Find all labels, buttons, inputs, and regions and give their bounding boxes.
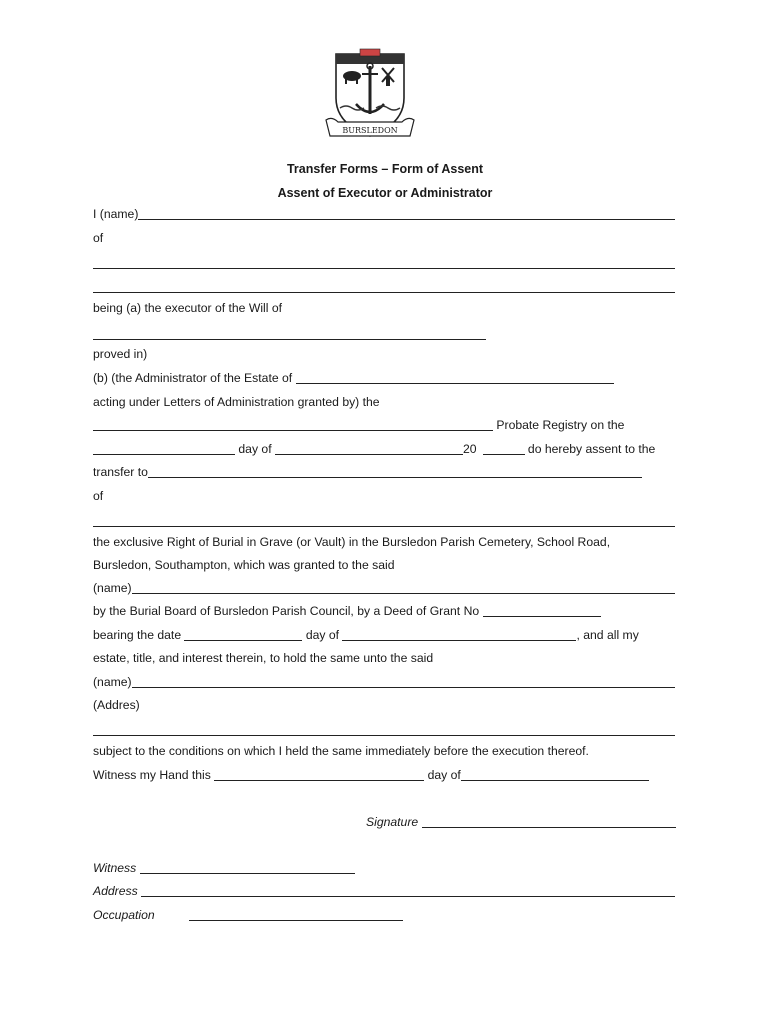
signature-line: Signature [366,814,676,830]
name-line-2: (name) [93,580,675,596]
conditions-line: subject to the conditions on which I held the same immediately before the execution thereof. [93,744,589,758]
will-of-field[interactable] [93,339,486,340]
witness-hand-line: Witness my Hand this day of [93,767,675,783]
bearing-line: bearing the date day of , and all my [93,628,639,642]
occupation-line: Occupation [93,907,675,923]
bearing-day-field[interactable] [184,628,302,641]
probate-line: Probate Registry on the [93,417,675,433]
of-address-field-1[interactable] [93,268,675,269]
of-address-field-2[interactable] [93,292,675,293]
estate-of-field[interactable] [296,371,614,384]
executor-line: being (a) the executor of the Will of [93,301,283,315]
of-line-1: of [93,231,104,245]
day-field[interactable] [93,442,235,455]
name-field[interactable] [138,207,675,220]
witness-month-field[interactable] [461,768,649,781]
crest-motto: BURSLEDON [342,126,398,135]
form-subtitle: Assent of Executor or Administrator [277,186,493,200]
witness-line: Witness [93,860,355,876]
transfer-to-field[interactable] [148,465,642,478]
name-line: I (name) [93,206,675,222]
witness-address-line: Address [93,883,675,899]
address-field[interactable] [93,735,675,736]
estate-line: estate, title, and interest therein, to hold the same unto the said [93,651,434,665]
occupation-field[interactable] [189,908,403,921]
proved-line: proved in) [93,347,148,361]
acting-line: acting under Letters of Administration granted by) the [93,395,380,409]
bursledon-crest-logo [322,46,418,146]
year-field[interactable] [483,442,525,455]
burial-text-2: Bursledon, Southampton, which was granted to the said [93,558,395,572]
bearing-month-field[interactable] [342,628,576,641]
grantee-name-field[interactable] [132,581,675,594]
form-title: Transfer Forms – Form of Assent [286,162,484,176]
administrator-line: (b) (the Administrator of the Estate of [93,370,675,386]
witness-address-field[interactable] [141,884,675,897]
of-address-field-3[interactable] [93,526,675,527]
witness-day-field[interactable] [214,768,424,781]
transfer-line: transfer to [93,464,675,480]
of-line-2: of [93,489,104,503]
day-line: day of 20 do hereby assent to the [93,441,675,457]
witness-field[interactable] [140,861,355,874]
deed-number-field[interactable] [483,604,601,617]
signature-field[interactable] [422,815,676,828]
month-field[interactable] [275,442,463,455]
probate-registry-field[interactable] [93,418,493,431]
burial-text-1: the exclusive Right of Burial in Grave (or Vault) in the Bursledon Parish Cemetery, School Road, [93,535,611,549]
board-line: by the Burial Board of Bursledon Parish Council, by a Deed of Grant No [93,603,675,619]
recipient-name-field[interactable] [132,675,675,688]
name-line-3: (name) [93,674,675,690]
address-line: (Addres) [93,698,140,712]
